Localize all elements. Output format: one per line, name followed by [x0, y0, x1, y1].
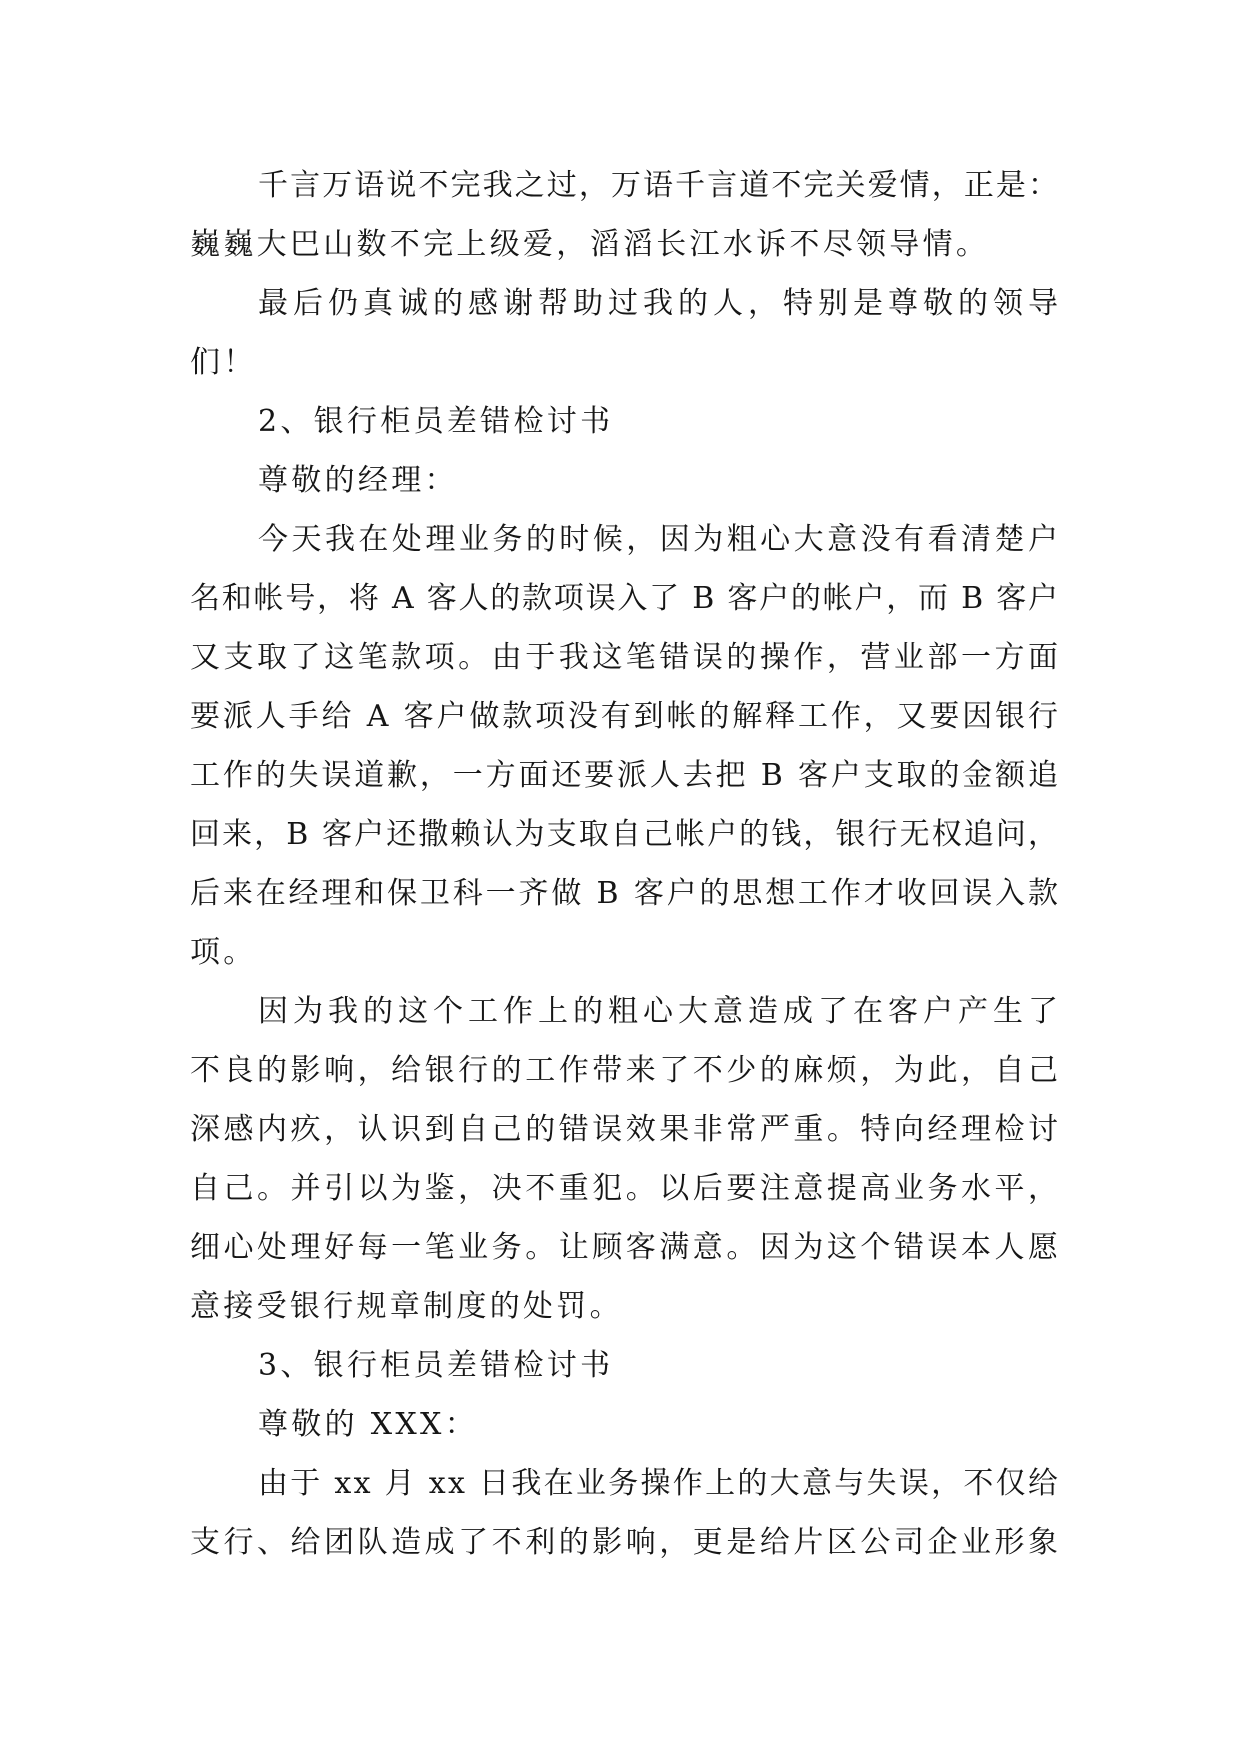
paragraph-line: 巍巍大巴山数不完上级爱，滔滔长江水诉不尽领导情。 [190, 227, 990, 262]
body-paragraph [190, 156, 1061, 274]
salutation-text: 尊敬的 XXX： [258, 1407, 479, 1442]
section-heading-text: 2、银行柜员差错检讨书 [258, 404, 614, 439]
salutation [190, 1395, 1058, 1454]
paragraph-line: 因为我的这个工作上的粗心大意造成了在客户产生了 [258, 994, 1063, 1029]
document-body [190, 156, 1063, 1572]
section-heading-text: 3、银行柜员差错检讨书 [258, 1348, 614, 1383]
salutation [190, 451, 1058, 510]
paragraph-line: 后来在经理和保卫科一齐做 B 客户的思想工作才收回误入款 [190, 876, 1061, 911]
paragraph-line: 们！ [190, 345, 257, 380]
paragraph-line: 又支取了这笔款项。由于我这笔错误的操作，营业部一方面 [190, 640, 1062, 675]
body-paragraph [190, 982, 1063, 1336]
paragraph-line: 由于 xx 月 xx 日我在业务操作上的大意与失误，不仅给 [258, 1466, 1061, 1501]
paragraph-line: 深感内疚，认识到自己的错误效果非常严重。特向经理检讨 [190, 1112, 1062, 1147]
paragraph-line: 项。 [190, 935, 257, 970]
paragraph-line: 名和帐号，将 A 客人的款项误入了 B 客户的帐户，而 B 客户 [190, 581, 1060, 616]
section-heading [190, 392, 1058, 451]
paragraph-line: 自己。并引以为鉴，决不重犯。以后要注意提高业务水平， [190, 1171, 1062, 1206]
paragraph-line: 今天我在处理业务的时候，因为粗心大意没有看清楚户 [258, 522, 1062, 557]
paragraph-line: 意接受银行规章制度的处罚。 [190, 1289, 623, 1324]
salutation-text: 尊敬的经理： [258, 463, 458, 498]
paragraph-line: 不良的影响，给银行的工作带来了不少的麻烦，为此，自己 [190, 1053, 1062, 1088]
paragraph-line: 最后仍真诚的感谢帮助过我的人，特别是尊敬的领导 [258, 286, 1063, 321]
body-paragraph [190, 1454, 1062, 1572]
paragraph-line: 要派人手给 A 客户做款项没有到帐的解释工作，又要因银行 [190, 699, 1061, 734]
paragraph-line: 支行、给团队造成了不利的影响，更是给片区公司企业形象 [190, 1525, 1062, 1560]
paragraph-line: 回来，B 客户还撒赖认为支取自己帐户的钱，银行无权追问， [190, 817, 1061, 852]
paragraph-line: 工作的失误道歉，一方面还要派人去把 B 客户支取的金额追 [190, 758, 1061, 793]
body-paragraph [190, 510, 1062, 982]
body-paragraph [190, 274, 1063, 392]
paragraph-line: 千言万语说不完我之过，万语千言道不完关爱情，正是： [258, 168, 1061, 203]
paragraph-line: 细心处理好每一笔业务。让顾客满意。因为这个错误本人愿 [190, 1230, 1062, 1265]
section-heading [190, 1336, 1058, 1395]
